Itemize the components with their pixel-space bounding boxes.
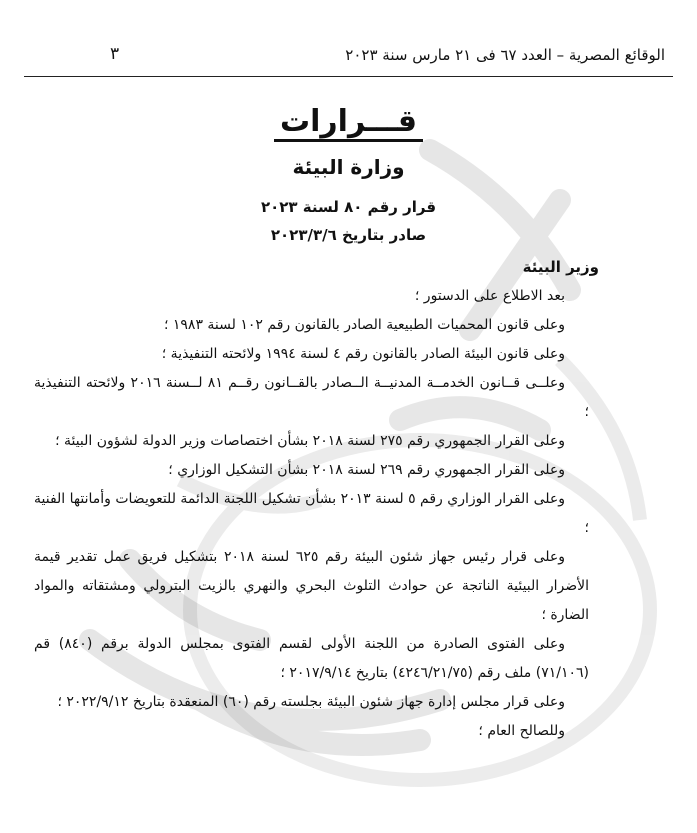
preamble-paragraph: وللصالح العام ؛ — [478, 723, 565, 739]
preamble-paragraph: وعلــى قــانون الخدمــة المدنيــة الــصادر بالقــانون رقــم ٨١ لــسنة ٢٠١٦ ولائحته التنفيذية ؛ — [34, 375, 589, 420]
preamble-paragraph: وعلى قانون المحميات الطبيعية الصادر بالقانون رقم ١٠٢ لسنة ١٩٨٣ ؛ — [163, 317, 565, 333]
section-title — [0, 104, 697, 139]
preamble-paragraph: وعلى الفتوى الصادرة من اللجنة الأولى لقسم الفتوى بمجلس الدولة برقم (٨٤٠) قم (٧١/١٠٦) ملف رقم (٤٢٤٦/٢١/٧٥) بتاريخ ٢٠١٧/٩/١٤ ؛ — [34, 636, 589, 681]
page-header — [24, 38, 673, 77]
preamble-paragraph: وعلى قرار رئيس جهاز شئون البيئة رقم ٦٢٥ لسنة ٢٠١٨ بتشكيل فريق عمل تقدير قيمة الأضرار البيئية الناتجة عن حوادث التلوث البحري والنهري بالزيت البترولي ومشتقاته والمواد الضارة ؛ — [34, 549, 589, 623]
section-title-text: قـــرارات — [274, 104, 423, 142]
page-number: ٣ — [110, 44, 120, 64]
ministry-title: وزارة البيئة — [292, 155, 405, 179]
preamble-paragraph: وعلى قانون البيئة الصادر بالقانون رقم ٤ لسنة ١٩٩٤ ولائحته التنفيذية ؛ — [161, 346, 565, 362]
decree-number: قرار رقم ٨٠ لسنة ٢٠٢٣ — [260, 198, 437, 216]
preamble-paragraph: وعلى القرار الوزاري رقم ٥ لسنة ٢٠١٣ بشأن تشكيل اللجنة الدائمة للتعويضات وأمانتها الفنية ؛ — [34, 491, 589, 536]
preamble-paragraph: وعلى قرار مجلس إدارة جهاز شئون البيئة بجلسته رقم (٦٠) المنعقدة بتاريخ ٢٠٢٢/٩/١٢ ؛ — [57, 694, 565, 710]
preamble-paragraph: وعلى القرار الجمهوري رقم ٢٦٩ لسنة ٢٠١٨ بشأن التشكيل الوزاري ؛ — [168, 462, 565, 478]
running-title: الوقائع المصرية – العدد ٦٧ فى ٢١ مارس سنة ٢٠٢٣ — [345, 46, 665, 64]
decree-date: صادر بتاريخ ٢٠٢٣/٣/٦ — [270, 226, 427, 244]
preamble-paragraph: وعلى القرار الجمهوري رقم ٢٧٥ لسنة ٢٠١٨ بشأن اختصاصات وزير الدولة لشؤون البيئة ؛ — [55, 433, 565, 449]
preamble-paragraph: بعد الاطلاع على الدستور ؛ — [414, 288, 565, 304]
minister-heading: وزير البيئة — [522, 258, 599, 276]
decree-body — [34, 252, 599, 746]
